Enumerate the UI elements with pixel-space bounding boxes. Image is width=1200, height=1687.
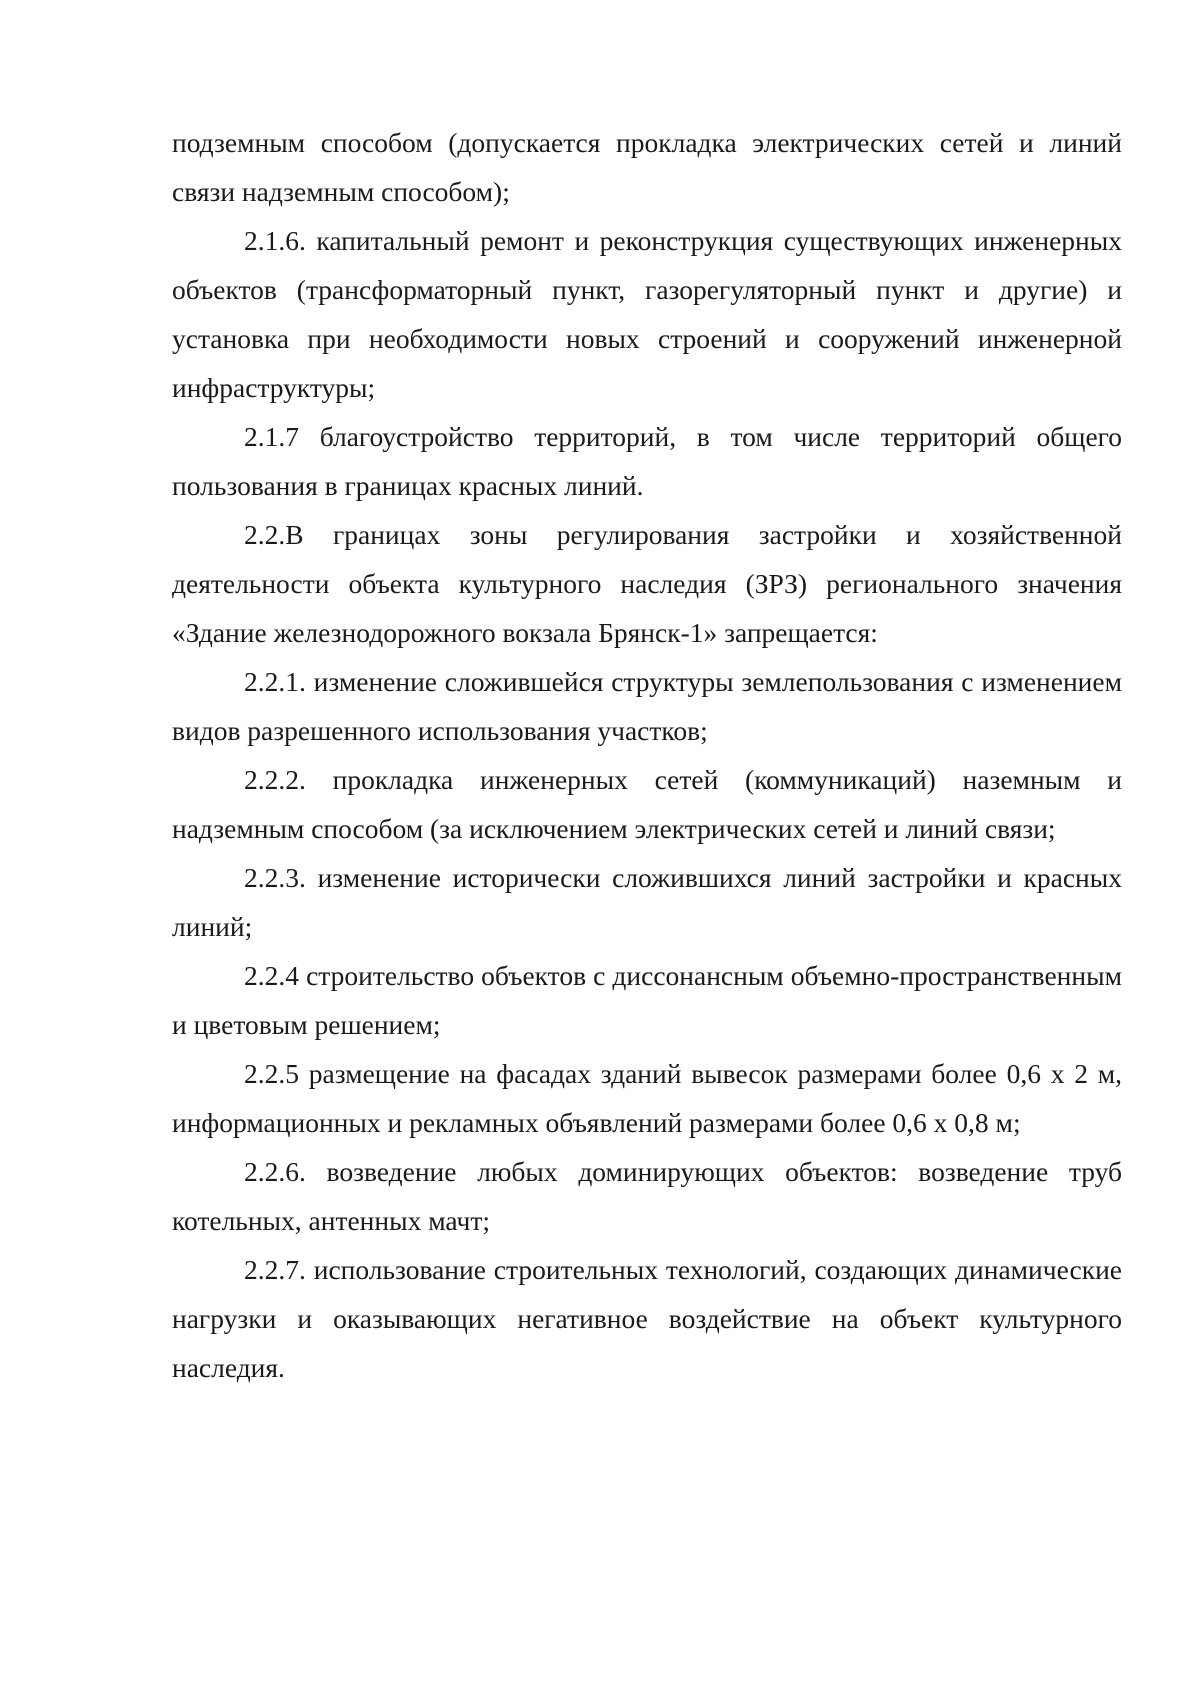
paragraph-2-2-5: 2.2.5 размещение на фасадах зданий вывесок размерами более 0,6 х 2 м, информационных и рекламных объявлений размерами более 0,6 х 0,8 м;: [172, 1058, 1122, 1138]
paragraph-2-2: 2.2.В границах зоны регулирования застройки и хозяйственной деятельности объекта культурного наследия (ЗРЗ) регионального значения «Здание железнодорожного вокзала Брянск-1» запрещается:: [172, 519, 1122, 648]
paragraph-2-2-3: 2.2.3. изменение исторически сложившихся линий застройки и красных линий;: [172, 862, 1122, 942]
paragraph-2-2-7: 2.2.7. использование строительных технологий, создающих динамические нагрузки и оказывающих негативное воздействие на объект культурного наследия.: [172, 1254, 1122, 1383]
paragraph-2-2-4: 2.2.4 строительство объектов с диссонансным объемно-пространственным и цветовым решением;: [172, 960, 1122, 1040]
paragraph-2-2-2: 2.2.2. прокладка инженерных сетей (коммуникаций) наземным и надземным способом (за исключением электрических сетей и линий связи;: [172, 764, 1122, 844]
paragraph-2-1-6: 2.1.6. капитальный ремонт и реконструкция существующих инженерных объектов (трансформаторный пункт, газорегуляторный пункт и другие) и установка при необходимости новых строений и сооружений инженерной инфраструктуры;: [172, 225, 1122, 403]
paragraph-2-2-6: 2.2.6. возведение любых доминирующих объектов: возведение труб котельных, антенных мачт;: [172, 1156, 1122, 1236]
paragraph-2-2-1: 2.2.1. изменение сложившейся структуры землепользования с изменением видов разрешенного использования участков;: [172, 666, 1122, 746]
document-body: [172, 118, 1122, 1392]
paragraph-continuation: подземным способом (допускается прокладка электрических сетей и линий связи надземным способом);: [172, 127, 1122, 207]
paragraph-2-1-7: 2.1.7 благоустройство территорий, в том числе территорий общего пользования в границах красных линий.: [172, 421, 1122, 501]
